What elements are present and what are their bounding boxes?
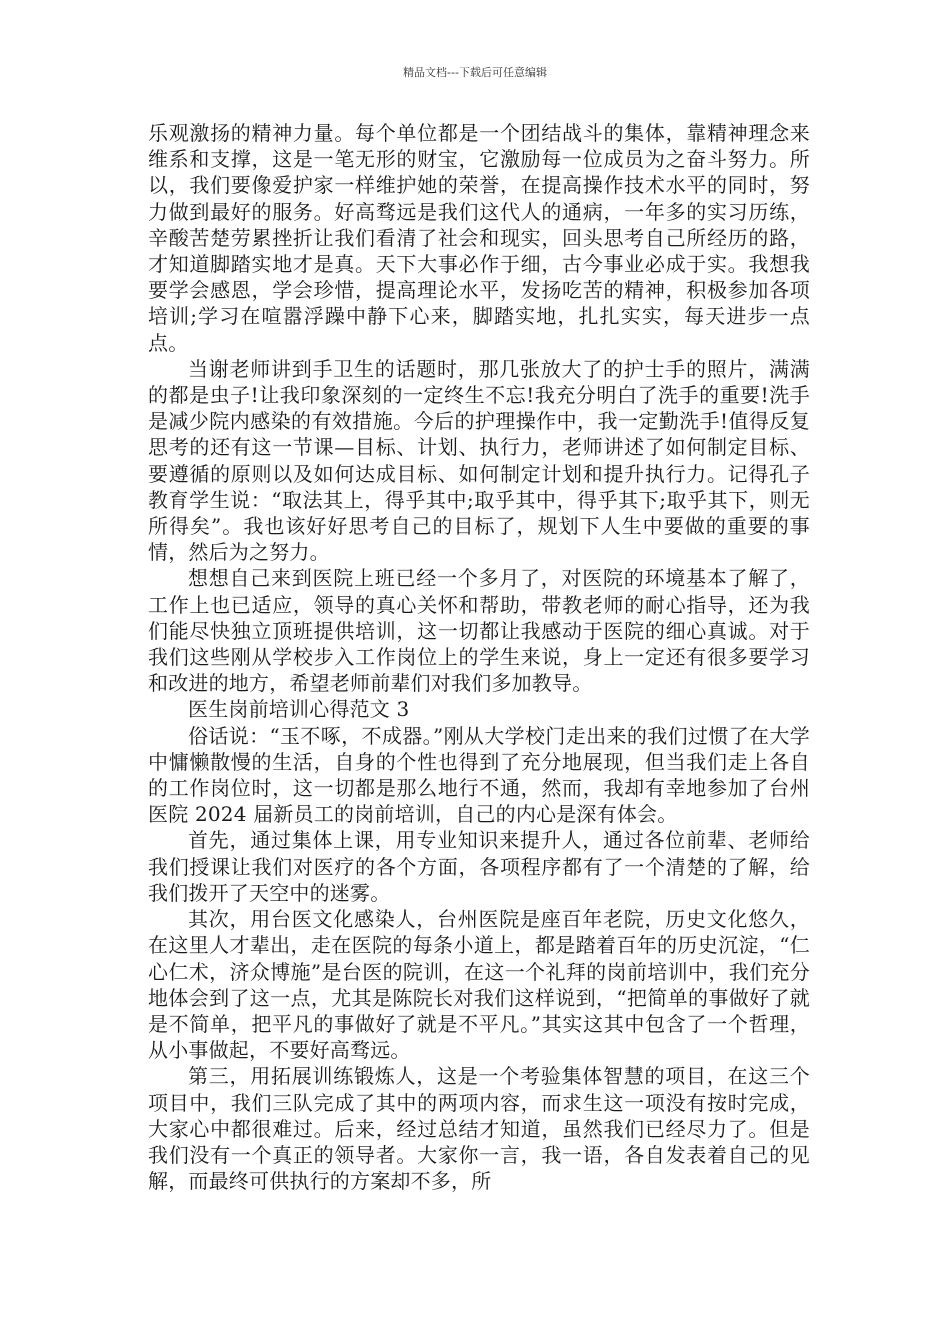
paragraph-first: 首先，通过集体上课，用专业知识来提升人，通过各位前辈、老师给我们授课让我们对医疗的各个方面，各项程序都有了一个清楚的了解，给我们拨开了天空中的迷雾。 xyxy=(148,828,810,905)
document-body xyxy=(148,120,810,1194)
paragraph-third: 第三，用拓展训练锻炼人，这是一个考验集体智慧的项目，在这三个项目中，我们三队完成了其中的两项内容，而求生这一项没有按时完成，大家心中都很难过。后来，经过总结才知道，虽然我们已经尽力了。但是我们没有一个真正的领导者。大家你一言，我一语，各自发表着自己的见解，而最终可供执行的方案却不多，所 xyxy=(148,1064,810,1194)
paragraph-proverb: 俗话说：“玉不啄，不成器。”刚从大学校门走出来的我们过惯了在大学中慵懒散慢的生活，自身的个性也得到了充分地展现，但当我们走上各自的工作岗位时，这一切都是那么地行不通，然而，我却有幸地参加了台州医院 2024 届新员工的岗前培训，自己的内心是深有体会。 xyxy=(148,723,810,827)
page-header: 精品文档---下载后可任意编辑 xyxy=(403,66,547,79)
paragraph-hospital-reflection: 想想自己来到医院上班已经一个多月了，对医院的环境基本了解了，工作上也已适应，领导的真心关怀和帮助，带教老师的耐心指导，还为我们能尽快独立顶班提供培训，这一切都让我感动于医院的细心真诚。对于我们这些刚从学校步入工作岗位上的学生来说，身上一定还有很多要学习和改进的地方，希望老师前辈们对我们多加教导。 xyxy=(148,566,810,696)
paragraph-continued: 乐观激扬的精神力量。每个单位都是一个团结战斗的集体，靠精神理念来维系和支撑，这是一笔无形的财宝，它激励每一位成员为之奋斗努力。所以，我们要像爱护家一样维护她的荣誉，在提高操作技术水平的同时，努力做到最好的服务。好高骛远是我们这代人的通病，一年多的实习历练，辛酸苦楚劳累挫折让我们看清了社会和现实，回头思考自己所经历的路，才知道脚踏实地才是真。天下大事必作于细，古今事业必成于实。我想我要学会感恩，学会珍惜，提高理论水平，发扬吃苦的精神，积极参加各项培训;学习在喧嚣浮躁中静下心来，脚踏实地，扎扎实实，每天进步一点点。 xyxy=(148,121,810,355)
section-heading: 医生岗前培训心得范文 3 xyxy=(188,697,410,722)
paragraph-hand-hygiene: 当谢老师讲到手卫生的话题时，那几张放大了的护士手的照片，满满的都是虫子!让我印象深刻的一定终生不忘!我充分明白了洗手的重要!洗手是减少院内感染的有效措施。今后的护理操作中，我一定勤洗手!值得反复思考的还有这一节课—目标、计划、执行力，老师讲述了如何制定目标、要遵循的原则以及如何达成目标、如何制定计划和提升执行力。记得孔子教育学生说：“取法其上，得乎其中;取乎其中，得乎其下;取乎其下，则无所得矣”。我也该好好思考自己的目标了，规划下人生中要做的重要的事情，然后为之努力。 xyxy=(148,356,810,565)
paragraph-second: 其次，用台医文化感染人，台州医院是座百年老院，历史文化悠久，在这里人才辈出，走在医院的每条小道上，都是踏着百年的历史沉淀，“仁心仁术，济众博施”是台医的院训，在这一个礼拜的岗前培训中，我们充分地体会到了这一点，尤其是陈院长对我们这样说到，“把简单的事做好了就是不简单，把平凡的事做好了就是不平凡。”其实这其中包含了一个哲理，从小事做起，不要好高骛远。 xyxy=(148,907,810,1063)
